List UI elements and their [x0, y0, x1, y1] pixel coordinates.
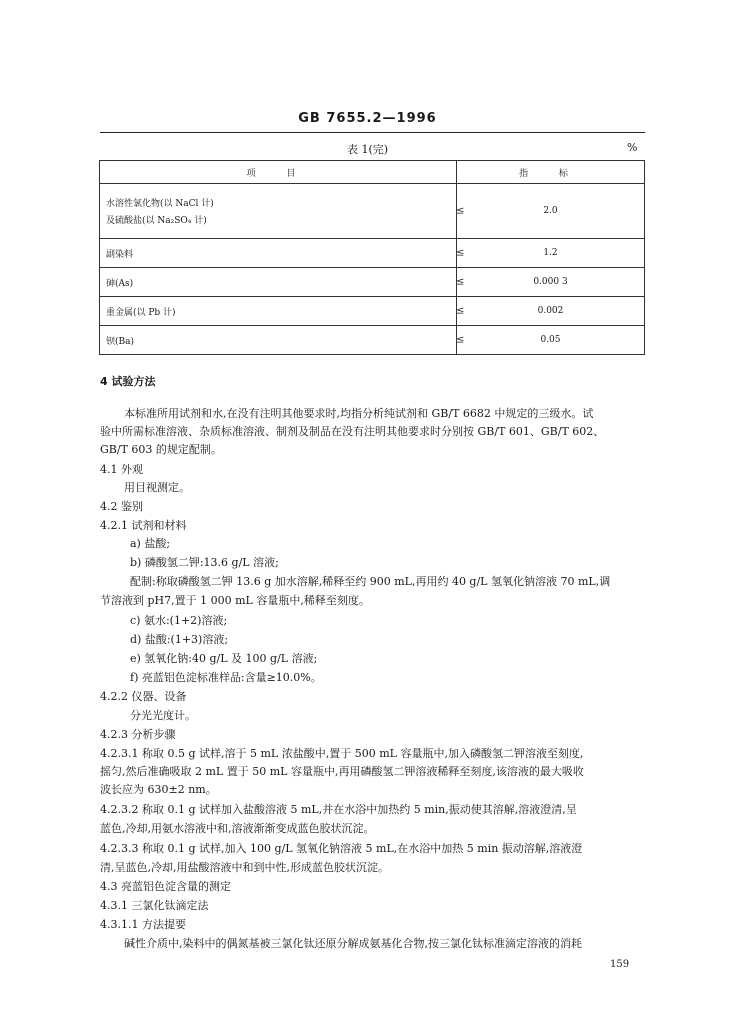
row-item-line1: 副染料 [106, 249, 134, 260]
subsection-heading: 4.1 外观 [100, 463, 143, 476]
col-header-value: 指 标 [457, 161, 645, 184]
row-value: 0.000 3 [457, 268, 645, 297]
table-header-row [100, 161, 645, 184]
subsection-heading: 4.2 鉴别 [100, 500, 143, 513]
paragraph-line: 碱性介质中,染料中的偶氮基被三氯化钛还原分解成氨基化合物,按三氯化钛标准滴定溶液的消耗 [124, 937, 582, 950]
paragraph-line: 蓝色,冷却,用氨水溶液中和,溶液渐渐变成蓝色胶状沉淀。 [100, 822, 375, 835]
subsection-heading: 4.2.3 分析步骤 [100, 728, 176, 741]
table-unit: % [627, 141, 638, 154]
row-operator: ≤ [456, 247, 465, 259]
table-row [100, 184, 645, 239]
subsection-heading: 4.3 亮蓝铝色淀含量的测定 [100, 880, 231, 893]
paragraph-line: 配制:称取磷酸氢二钾 13.6 g 加水溶解,稀释至约 900 mL,再用约 40 g/L 氢氧化钠溶液 70 mL,调 [130, 575, 611, 588]
table-row [100, 297, 645, 326]
row-value: 0.002 [457, 297, 645, 326]
row-operator: ≤ [456, 305, 465, 317]
row-value: 0.05 [457, 326, 645, 355]
table-row [100, 268, 645, 297]
table-row [100, 326, 645, 355]
row-item [100, 326, 465, 355]
row-item [100, 239, 465, 268]
spec-table [99, 160, 645, 355]
col-header-item: 项 目 [100, 161, 457, 184]
list-item: f) 亮蓝铝色淀标准样品:含量≥10.0%。 [130, 671, 322, 684]
header-rule [100, 132, 645, 133]
page-number: 159 [610, 959, 630, 970]
list-item: c) 氨水:(1+2)溶液; [130, 614, 228, 627]
row-item-line1: 重金属(以 Pb 计) [106, 307, 176, 318]
paragraph-line: 本标准所用试剂和水,在没有注明其他要求时,均指分析纯试剂和 GB/T 6682 中规定的三级水。试 [124, 407, 594, 420]
paragraph-line: 4.2.3.1 称取 0.5 g 试样,溶于 5 mL 浓盐酸中,置于 500 mL 容量瓶中,加入磷酸氢二钾溶液至刻度, [100, 747, 584, 760]
subsection-heading: 4.2.1 试剂和材料 [100, 519, 187, 532]
paragraph-line: GB/T 603 的规定配制。 [100, 443, 222, 456]
row-item-line1: 钡(Ba) [106, 336, 135, 347]
section-heading: 4 试验方法 [100, 375, 156, 388]
row-item-line1: 水溶性氯化物(以 NaCl 计) [106, 199, 214, 209]
list-item: d) 盐酸:(1+3)溶液; [130, 633, 229, 646]
row-value: 2.0 [457, 184, 645, 239]
standard-header: GB 7655.2—1996 [298, 111, 437, 126]
row-item [100, 184, 465, 239]
list-item: a) 盐酸; [130, 537, 171, 550]
paragraph-line: 4.2.3.3 称取 0.1 g 试样,加入 100 g/L 氢氧化钠溶液 5 mL,在水浴中加热 5 min 振动溶解,溶液澄 [100, 842, 583, 855]
table-caption: 表 1(完) [346, 143, 389, 156]
table-row [100, 239, 645, 268]
paragraph-line: 摇匀,然后准确吸取 2 mL 置于 50 mL 容量瓶中,再用磷酸氢二钾溶液稀释至刻度,该溶液的最大吸收 [100, 765, 584, 778]
subsection-heading: 4.2.2 仪器、设备 [100, 690, 187, 703]
paragraph-line: 4.2.3.2 称取 0.1 g 试样加入盐酸溶液 5 mL,并在水浴中加热约 5 min,振动使其溶解,溶液澄清,呈 [100, 803, 577, 816]
subsection-heading: 4.3.1 三氯化钛滴定法 [100, 899, 209, 912]
row-operator: ≤ [456, 205, 465, 217]
paragraph-line: 波长应为 630±2 nm。 [100, 783, 217, 796]
subsection-heading: 4.3.1.1 方法提要 [100, 918, 186, 931]
list-item: e) 氢氧化钠:40 g/L 及 100 g/L 溶液; [130, 652, 318, 665]
row-operator: ≤ [456, 334, 465, 346]
row-item [100, 297, 465, 326]
paragraph-line: 分光光度计。 [130, 709, 196, 722]
row-item [100, 268, 465, 297]
row-operator: ≤ [456, 276, 465, 288]
paragraph-line: 用目视测定。 [124, 481, 190, 494]
row-value: 1.2 [457, 239, 645, 268]
list-item: b) 磷酸氢二钾:13.6 g/L 溶液; [130, 556, 279, 569]
row-item-line1: 砷(As) [106, 278, 134, 289]
paragraph-line: 验中所需标准溶液、杂质标准溶液、制剂及制品在没有注明其他要求时分别按 GB/T 601、GB/T 602、 [100, 425, 605, 438]
paragraph-line: 清,呈蓝色,冷却,用盐酸溶液中和到中性,形成蓝色胶状沉淀。 [100, 861, 389, 874]
row-item-line2: 及硫酸盐(以 Na₂SO₄ 计) [106, 216, 207, 226]
paragraph-line: 节溶液到 pH7,置于 1 000 mL 容量瓶中,稀释至刻度。 [100, 594, 370, 607]
